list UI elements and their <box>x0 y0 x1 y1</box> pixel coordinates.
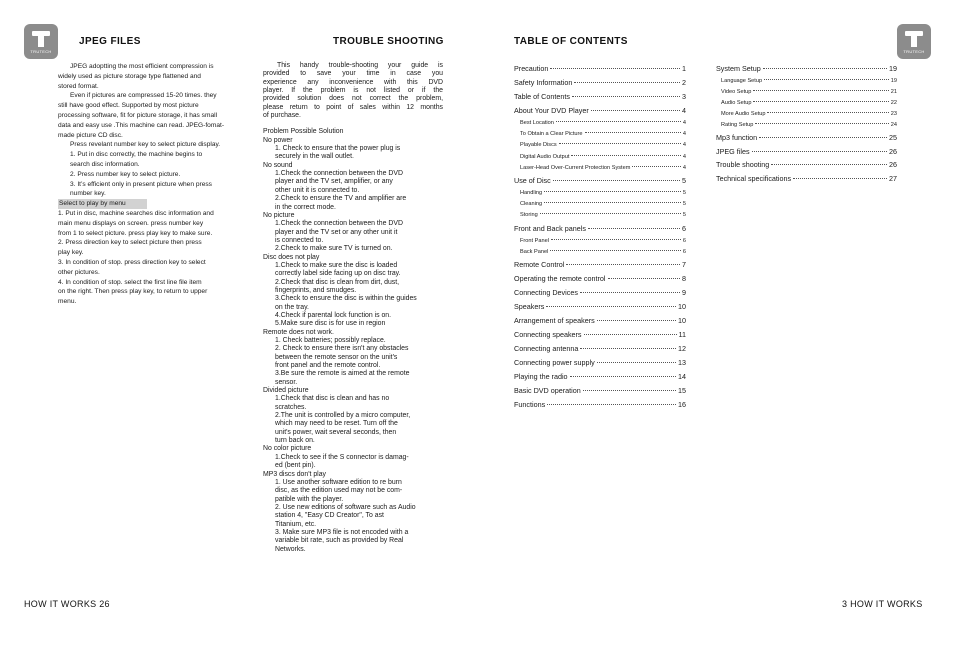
trouble-intro <box>263 62 443 120</box>
trouble-solution-line: 4.Check if parental lock function is on. <box>275 311 392 319</box>
toc-entry-label: Best Location <box>520 120 554 126</box>
toc-entry <box>514 272 686 286</box>
toc-entry <box>514 163 686 174</box>
toc-entry <box>514 118 686 129</box>
toc-entry-page: 3 <box>682 92 686 101</box>
toc-leader-dots <box>767 112 888 113</box>
toc-entry-page: 27 <box>889 173 897 183</box>
toc-entry-label: Connecting Devices <box>514 287 578 297</box>
toc-entry-label: Back Panel <box>520 248 549 255</box>
toc-entry-page: 6 <box>682 237 686 244</box>
toc-entry-label: Playing the radio <box>514 371 568 381</box>
jpeg-text-line: 2. Press number key to select picture. <box>70 170 181 178</box>
toc-entry <box>716 172 897 186</box>
jpeg-text-line: Even if pictures are compressed 15-20 times. they <box>70 92 217 100</box>
toc-leader-dots <box>566 264 680 265</box>
jpeg-text-line: search disc information. <box>70 160 140 168</box>
toc-entry <box>514 188 686 199</box>
logo-t-stem <box>38 34 44 47</box>
trouble-intro-line: experience any inconvenience with this DVD <box>263 78 443 86</box>
toc-leader-dots <box>597 362 676 363</box>
toc-leader-dots <box>540 213 681 214</box>
toc-entry-label: Remote Control <box>514 259 565 269</box>
toc-leader-dots <box>559 143 681 144</box>
jpeg-text-line: still have good effect. Supported by most picture <box>58 102 199 110</box>
trouble-solution-line: 2.Check to ensure the TV and amplifier are <box>275 195 407 203</box>
toc-leader-dots <box>574 82 680 83</box>
jpeg-description <box>58 62 244 199</box>
toc-entry-page: 5 <box>682 212 686 219</box>
trouble-intro-line: This handy trouble-shooting your guide is <box>277 62 443 69</box>
toc-entry <box>514 199 686 210</box>
trouble-list <box>263 128 443 554</box>
menu-play-instructions <box>58 209 244 307</box>
toc-leader-dots <box>591 110 680 111</box>
menu-play-heading: Select to play by menu <box>58 199 147 209</box>
trouble-solution-line: player and the TV set or any other unit it <box>275 228 398 236</box>
toc-leader-dots <box>588 228 680 229</box>
trouble-problem-heading: No color picture <box>263 445 312 453</box>
trouble-problem-heading: No sound <box>263 161 293 169</box>
toc-entry <box>514 140 686 151</box>
toc-entry-label: JPEG files <box>716 146 750 156</box>
table-of-contents-title: TABLE OF CONTENTS <box>514 36 628 47</box>
trouble-solution-line: 5.Make sure disc is for use in region <box>275 320 386 328</box>
brand-logo-left <box>24 24 58 59</box>
footer-right-page-number: 3 HOW IT WORKS <box>842 599 923 609</box>
trouble-intro-line: of purchase. <box>263 112 301 120</box>
toc-leader-dots <box>771 164 887 165</box>
toc-entry-label: Connecting antenna <box>514 343 579 353</box>
toc-entry <box>514 152 686 163</box>
toc-entry <box>716 120 897 131</box>
trouble-solution-line: 2.Check to make sure TV is turned on. <box>275 245 393 253</box>
toc-entry-page: 25 <box>889 133 897 143</box>
toc-entry-label: Functions <box>514 399 546 409</box>
toc-entry <box>716 62 897 76</box>
toc-leader-dots <box>793 178 887 179</box>
toc-entry <box>514 384 686 398</box>
toc-entry-page: 1 <box>682 64 686 73</box>
toc-entry-page: 12 <box>678 343 686 353</box>
toc-entry-label: Operating the remote control <box>514 273 606 283</box>
toc-entry <box>716 87 897 98</box>
toc-entry-page: 10 <box>678 301 686 311</box>
toc-entry <box>514 370 686 384</box>
toc-entry <box>514 76 686 90</box>
trouble-solution-line: 1.Check to see if the S connector is damag- <box>275 453 409 461</box>
toc-entry <box>514 210 686 221</box>
toc-entry <box>716 98 897 109</box>
toc-leader-dots <box>608 278 681 279</box>
toc-entry <box>514 398 686 412</box>
toc-entry-page: 4 <box>682 120 686 126</box>
toc-entry-page: 4 <box>682 131 686 138</box>
toc-entry-page: 19 <box>890 77 897 84</box>
toc-entry-page: 4 <box>682 164 686 171</box>
toc-entry-page: 26 <box>889 160 897 170</box>
toc-entry <box>514 90 686 104</box>
toc-entry-page: 10 <box>678 315 686 325</box>
toc-entry-label: Front and Back panels <box>514 223 586 233</box>
trouble-intro-line: player. If the problem is not listed or if the <box>263 87 443 95</box>
toc-entry-label: Handling <box>520 189 543 196</box>
toc-leader-dots <box>584 334 677 335</box>
trouble-solution-line: on the tray. <box>275 303 309 311</box>
toc-entry <box>514 314 686 328</box>
toc-entry-label: Playable Discs <box>520 142 557 149</box>
toc-entry-label: Technical specifications <box>716 173 792 183</box>
trouble-solution-line: correctly label side facing up on disc tray. <box>275 270 401 278</box>
toc-leader-dots <box>544 191 681 192</box>
toc-leader-dots <box>759 137 887 138</box>
toc-entry-label: Video Setup <box>721 88 752 95</box>
logo-brand-text: TRUTECH <box>30 49 52 54</box>
menu-text-line: from 1 to select picture. press play key to make sure. <box>58 229 213 237</box>
trouble-solution-line: Networks. <box>275 545 306 553</box>
toc-entry-page: 4 <box>682 142 686 149</box>
toc-entry <box>514 62 686 76</box>
trouble-solution-line: unit's power, wait several seconds, then <box>275 428 397 436</box>
trouble-solution-line: ed (bent pin). <box>275 462 316 470</box>
toc-entry <box>514 104 686 118</box>
logo-t-stem <box>911 34 917 47</box>
trouble-solution-line: patible with the player. <box>275 495 344 503</box>
toc-entry-label: Mp3 function <box>716 133 758 143</box>
jpeg-text-line: number key. <box>70 190 106 198</box>
toc-leader-dots <box>572 96 680 97</box>
toc-entry-page: 4 <box>682 153 686 160</box>
toc-entry-page: 15 <box>678 385 686 395</box>
toc-entry-label: Precaution <box>514 64 549 73</box>
toc-leader-dots <box>550 250 681 251</box>
toc-entry <box>514 258 686 272</box>
toc-entry <box>514 222 686 236</box>
trouble-solution-line: is connected to. <box>275 236 324 244</box>
trouble-problem-heading: No power <box>263 136 293 144</box>
toc-entry-label: Front Panel <box>520 237 549 244</box>
toc-entry-page: 5 <box>682 189 686 196</box>
toc-entry-page: 16 <box>678 399 686 409</box>
toc-leader-dots <box>546 306 676 307</box>
toc-entry-page: 6 <box>682 248 686 255</box>
toc-entry-page: 4 <box>682 106 686 115</box>
menu-text-line: 1. Put in disc, machine searches disc information and <box>58 209 214 217</box>
toc-column-1 <box>514 62 686 412</box>
toc-entry <box>514 286 686 300</box>
toc-entry <box>514 342 686 356</box>
trouble-problem-heading: MP3 discs don't play <box>263 470 326 478</box>
trouble-solution-line: 3.Be sure the remote is aimed at the remote <box>275 370 410 378</box>
trouble-solution-line: 2. Use new editions of software such as Audio <box>275 503 416 511</box>
toc-leader-dots <box>550 68 680 69</box>
brand-logo-right <box>897 24 931 59</box>
trouble-solution-line: between the remote sensor on the unit's <box>275 353 398 361</box>
toc-leader-dots <box>583 390 676 391</box>
toc-entry-label: Audio Setup <box>721 99 752 106</box>
toc-entry <box>514 356 686 370</box>
trouble-solution-line: securely in the wall outlet. <box>275 153 354 161</box>
toc-leader-dots <box>597 320 676 321</box>
toc-leader-dots <box>570 376 676 377</box>
trouble-problem-heading: Divided picture <box>263 387 309 395</box>
toc-entry-label: To Obtain a Clear Picture <box>520 131 583 138</box>
toc-leader-dots <box>571 155 680 156</box>
trouble-solution-line: 1. Check batteries; possibly replace. <box>275 337 386 344</box>
toc-entry-label: Basic DVD operation <box>514 385 581 395</box>
trouble-problem-heading: Problem Possible Solution <box>263 128 344 136</box>
toc-leader-dots <box>763 68 887 69</box>
jpeg-text-line: 3. It’s efficient only in present picture when press <box>70 180 212 188</box>
toc-entry-label: Speakers <box>514 301 545 311</box>
trouble-solution-line: 3.Check to ensure the disc is within the guides <box>275 295 417 303</box>
trouble-solution-line: 1.Check to make sure the disc is loaded <box>275 261 398 269</box>
trouble-solution-line: turn back on. <box>275 437 315 445</box>
trouble-shooting-column <box>263 62 443 554</box>
trouble-solution-line: station 4, "Easy CD Creator", To ast <box>275 512 384 520</box>
toc-column-2 <box>716 62 897 185</box>
trouble-solution-line: 3. Make sure MP3 file is not encoded with a <box>275 528 409 536</box>
trouble-solution-line: which may need to be reset. Turn off the <box>275 420 398 428</box>
toc-entry-page: 23 <box>890 111 897 118</box>
trouble-solution-line: player and the TV set, amplifier, or any <box>275 178 393 186</box>
toc-entry <box>716 131 897 145</box>
toc-leader-dots <box>551 239 681 240</box>
toc-entry-page: 13 <box>678 357 686 367</box>
jpeg-text-line: processing software, fit for picture storage, it has small <box>58 111 218 119</box>
toc-leader-dots <box>753 101 888 102</box>
trouble-solution-line: disc, as the edition used may not be com- <box>275 487 403 495</box>
toc-entry-page: 11 <box>678 329 686 339</box>
toc-leader-dots <box>580 348 676 349</box>
toc-leader-dots <box>632 166 681 167</box>
toc-entry <box>716 109 897 120</box>
toc-entry-label: More Audio Setup <box>721 111 766 118</box>
toc-entry-page: 8 <box>682 273 686 283</box>
trouble-solution-line: 2.Check that disc is clean from dirt, dust, <box>275 278 400 286</box>
menu-text-line: on the right. Then press play key, to return to upper <box>58 288 208 296</box>
toc-entry-label: Language Setup <box>721 77 763 84</box>
menu-text-line: other pictures. <box>58 268 100 276</box>
trouble-solution-line: 1. Check to ensure that the power plug is <box>275 145 401 153</box>
trouble-solution-line: sensor. <box>275 378 298 386</box>
menu-text-line: 4. In condition of stop. select the first line file item <box>58 278 202 286</box>
toc-entry-page: 5 <box>682 201 686 208</box>
trouble-intro-line: provided solution does not correct the problem, <box>263 95 443 103</box>
trouble-solution-line: 2.The unit is controlled by a micro computer, <box>275 412 411 420</box>
toc-entry-page: 6 <box>682 223 686 233</box>
toc-leader-dots <box>556 121 681 122</box>
trouble-solution-line: scratches. <box>275 403 307 411</box>
toc-leader-dots <box>753 90 888 91</box>
toc-entry-label: Laser-Head Over-Current Protection System <box>520 164 631 171</box>
toc-entry-page: 5 <box>682 175 686 185</box>
toc-entry-label: Safety Information <box>514 78 573 87</box>
toc-entry-label: Table of Contents <box>514 92 570 101</box>
toc-leader-dots <box>585 132 681 133</box>
jpeg-text-line: JPEG adoptting the most efficient compression is <box>70 63 214 70</box>
trouble-problem-heading: No picture <box>263 211 295 219</box>
trouble-solution-line: in the correct mode. <box>275 203 336 211</box>
toc-entry-label: Use of Disc <box>514 175 551 185</box>
menu-text-line: play key. <box>58 249 84 257</box>
trouble-intro-line: provided to save your time in case you <box>263 70 443 78</box>
trouble-solution-line: fingerprints, and smudges. <box>275 286 357 294</box>
trouble-solution-line: 2. Check to ensure there isn't any obstacles <box>275 345 409 353</box>
trouble-solution-line: 1.Check that disc is clean and has no <box>275 395 390 403</box>
menu-text-line: 2. Press direction key to select picture then press <box>58 239 202 247</box>
toc-entry <box>716 76 897 87</box>
toc-leader-dots <box>553 180 680 181</box>
trouble-solution-line: 1. Use another software edition to re burn <box>275 478 402 486</box>
toc-entry-page: 7 <box>682 259 686 269</box>
toc-entry-page: 19 <box>889 64 897 73</box>
toc-entry <box>514 300 686 314</box>
toc-leader-dots <box>544 202 681 203</box>
toc-entry-page: 22 <box>890 99 897 106</box>
logo-brand-text: TRUTECH <box>903 49 925 54</box>
toc-leader-dots <box>580 292 680 293</box>
jpeg-text-line: made picture CD disc. <box>58 131 123 139</box>
menu-text-line: main menu displays on screen. press number key <box>58 219 204 227</box>
jpeg-text-line: data and easy use .This machine can read. JPEG-fomat- <box>58 121 225 129</box>
trouble-solution-line: other unit it is connected to. <box>275 186 360 194</box>
toc-entry <box>716 158 897 172</box>
toc-entry-page: 21 <box>890 88 897 95</box>
jpeg-text-line: stored format. <box>58 82 99 90</box>
toc-entry-label: Cleaning <box>520 201 543 208</box>
menu-text-line: 3. In condition of stop. press direction key to select <box>58 258 206 266</box>
toc-entry <box>514 247 686 258</box>
trouble-problem-heading: Remote does not work. <box>263 328 334 336</box>
toc-entry-page: 14 <box>678 371 686 381</box>
jpeg-files-title: JPEG FILES <box>79 36 141 47</box>
toc-entry-label: Connecting power supply <box>514 357 595 367</box>
trouble-solution-line: front panel and the remote control. <box>275 362 381 370</box>
toc-entry-page: 24 <box>890 122 897 129</box>
footer-left-page-number: HOW IT WORKS 26 <box>24 599 110 609</box>
toc-entry-page: 9 <box>682 287 686 297</box>
toc-entry <box>514 174 686 188</box>
toc-entry-label: Storing <box>520 212 538 219</box>
toc-entry <box>514 236 686 247</box>
trouble-problem-heading: Disc does not play <box>263 253 320 261</box>
trouble-solution-line: variable bit rate, such as provided by Real <box>275 537 404 545</box>
toc-entry <box>716 145 897 159</box>
toc-entry-label: Arrangement of speakers <box>514 315 595 325</box>
trouble-solution-line: 1.Check the connection between the DVD <box>275 170 403 178</box>
toc-entry-page: 2 <box>682 78 686 87</box>
jpeg-text-line: Press revelant number key to select picture display. <box>70 141 221 149</box>
toc-entry <box>514 328 686 342</box>
toc-leader-dots <box>764 79 889 80</box>
toc-entry-label: System Setup <box>716 64 761 73</box>
menu-text-line: menu. <box>58 298 77 306</box>
toc-entry-label: About Your DVD Player <box>514 106 589 115</box>
toc-entry-label: Trouble shooting <box>716 160 770 170</box>
toc-entry <box>514 129 686 140</box>
trouble-solution-line: Titanium, etc. <box>275 520 317 528</box>
toc-entry-label: Connecting speakers <box>514 329 582 339</box>
jpeg-text-line: widely used as picture storage type flattened and <box>58 72 201 80</box>
toc-entry-page: 26 <box>889 146 897 156</box>
toc-entry-label: Rating Setup <box>721 122 754 129</box>
trouble-shooting-title: TROUBLE SHOOTING <box>333 36 444 47</box>
jpeg-files-column <box>58 62 244 307</box>
toc-leader-dots <box>752 151 887 152</box>
toc-leader-dots <box>755 123 888 124</box>
toc-entry-label: Digital Audio Output <box>520 153 570 160</box>
jpeg-text-line: 1. Put in disc correctly, the machine begins to <box>70 151 203 159</box>
toc-leader-dots <box>547 404 676 405</box>
trouble-intro-line: please return to point of sales within 12 months <box>263 103 443 111</box>
trouble-solution-line: 1.Check the connection between the DVD <box>275 220 403 228</box>
